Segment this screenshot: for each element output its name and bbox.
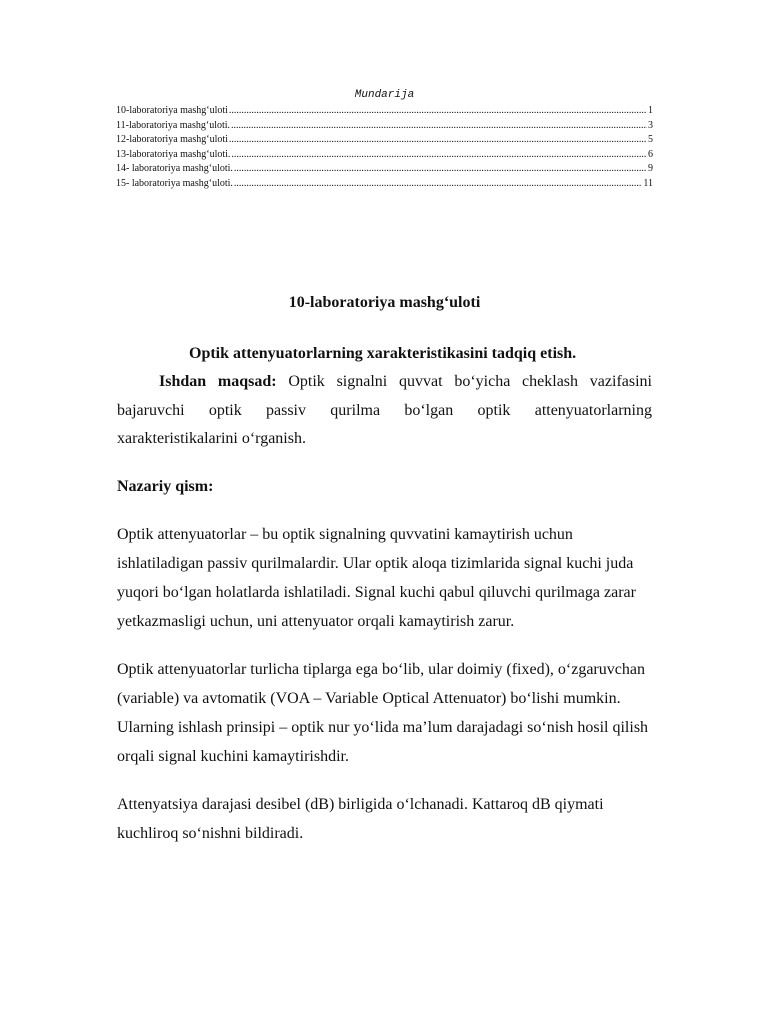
toc-entry-label: 11-laboratoriya mashg‘uloti. (116, 119, 231, 131)
theory-heading: Nazariy qism: (117, 477, 214, 495)
toc-title: Mundarija (354, 89, 415, 101)
toc-entry-page: 5 (648, 134, 653, 145)
toc-entry-label: 14- laboratoriya mashg‘uloti. (116, 163, 233, 174)
toc-leader-dots (234, 162, 647, 177)
toc-entry-page: 9 (648, 163, 653, 174)
toc-entry[interactable] (116, 133, 653, 148)
toc-entry[interactable] (116, 119, 653, 134)
lab-title: 10-laboratoriya mashg‘uloti (288, 294, 481, 311)
toc-leader-dots (231, 119, 647, 134)
theory-paragraph: Attenyatsiya darajasi desibel (dB) birligida o‘lchanadi. Kattaroq dB qiymati kuchliroq so‘nishni bildiradi. (117, 795, 604, 842)
toc-entry-label: 13-laboratoriya mashg‘uloti. (116, 148, 231, 160)
toc-entry-label: 15- laboratoriya mashg‘uloti. (116, 177, 233, 189)
purpose-label: Ishdan maqsad: (159, 373, 277, 390)
lab-content (117, 293, 652, 848)
toc-entry-label: 10-laboratoriya mashg‘uloti (116, 105, 228, 116)
toc-leader-dots (231, 148, 647, 163)
table-of-contents (116, 88, 653, 191)
lab-topic: Optik attenyuatorlarning xarakteristikasini tadqiq etish. (189, 345, 577, 362)
toc-entry[interactable] (116, 104, 653, 119)
toc-entry-page: 3 (648, 119, 653, 131)
toc-entry[interactable] (116, 177, 653, 192)
theory-paragraph: Optik attenyuatorlar – bu optik signalning quvvatini kamaytirish uchun ishlatiladigan passiv qurilmalardir. Ular optik aloqa tizimlarida signal kuchi juda yuqori bo‘lgan holatlarda ishlatiladi. Signal kuchi qabul qiluvchi qurilmaga zarar yetkazmasligi uchun, uni attenyuator orqali kamaytirish zarur. (117, 525, 636, 630)
purpose-text: Optik signalni quvvat bo‘yicha cheklash vazifasini bajaruvchi optik passiv qurilma bo‘lgan optik attenyuatorlarning xarakteristikalarini o‘rganish. (117, 373, 652, 447)
toc-entry-label: 12-laboratoriya mashg‘uloti (116, 134, 228, 145)
toc-leader-dots (229, 104, 647, 119)
toc-entry-page: 11 (643, 177, 653, 189)
toc-leader-dots (229, 133, 647, 148)
theory-paragraph: Optik attenyuatorlar turlicha tiplarga ega bo‘lib, ular doimiy (fixed), o‘zgaruvchan (variable) va avtomatik (VOA – Variable Optical Attenuator) bo‘lishi mumkin. Ularning ishlash prinsipi – optik nur yo‘lida ma’lum darajadagi so‘nish hosil qilish orqali signal kuchini kamaytirishdir. (117, 660, 649, 765)
toc-entry-page: 6 (648, 148, 653, 160)
toc-entry-page: 1 (648, 105, 653, 116)
toc-entry[interactable] (116, 148, 653, 163)
toc-leader-dots (234, 177, 642, 192)
toc-entry[interactable] (116, 162, 653, 177)
purpose-paragraph (117, 368, 652, 454)
